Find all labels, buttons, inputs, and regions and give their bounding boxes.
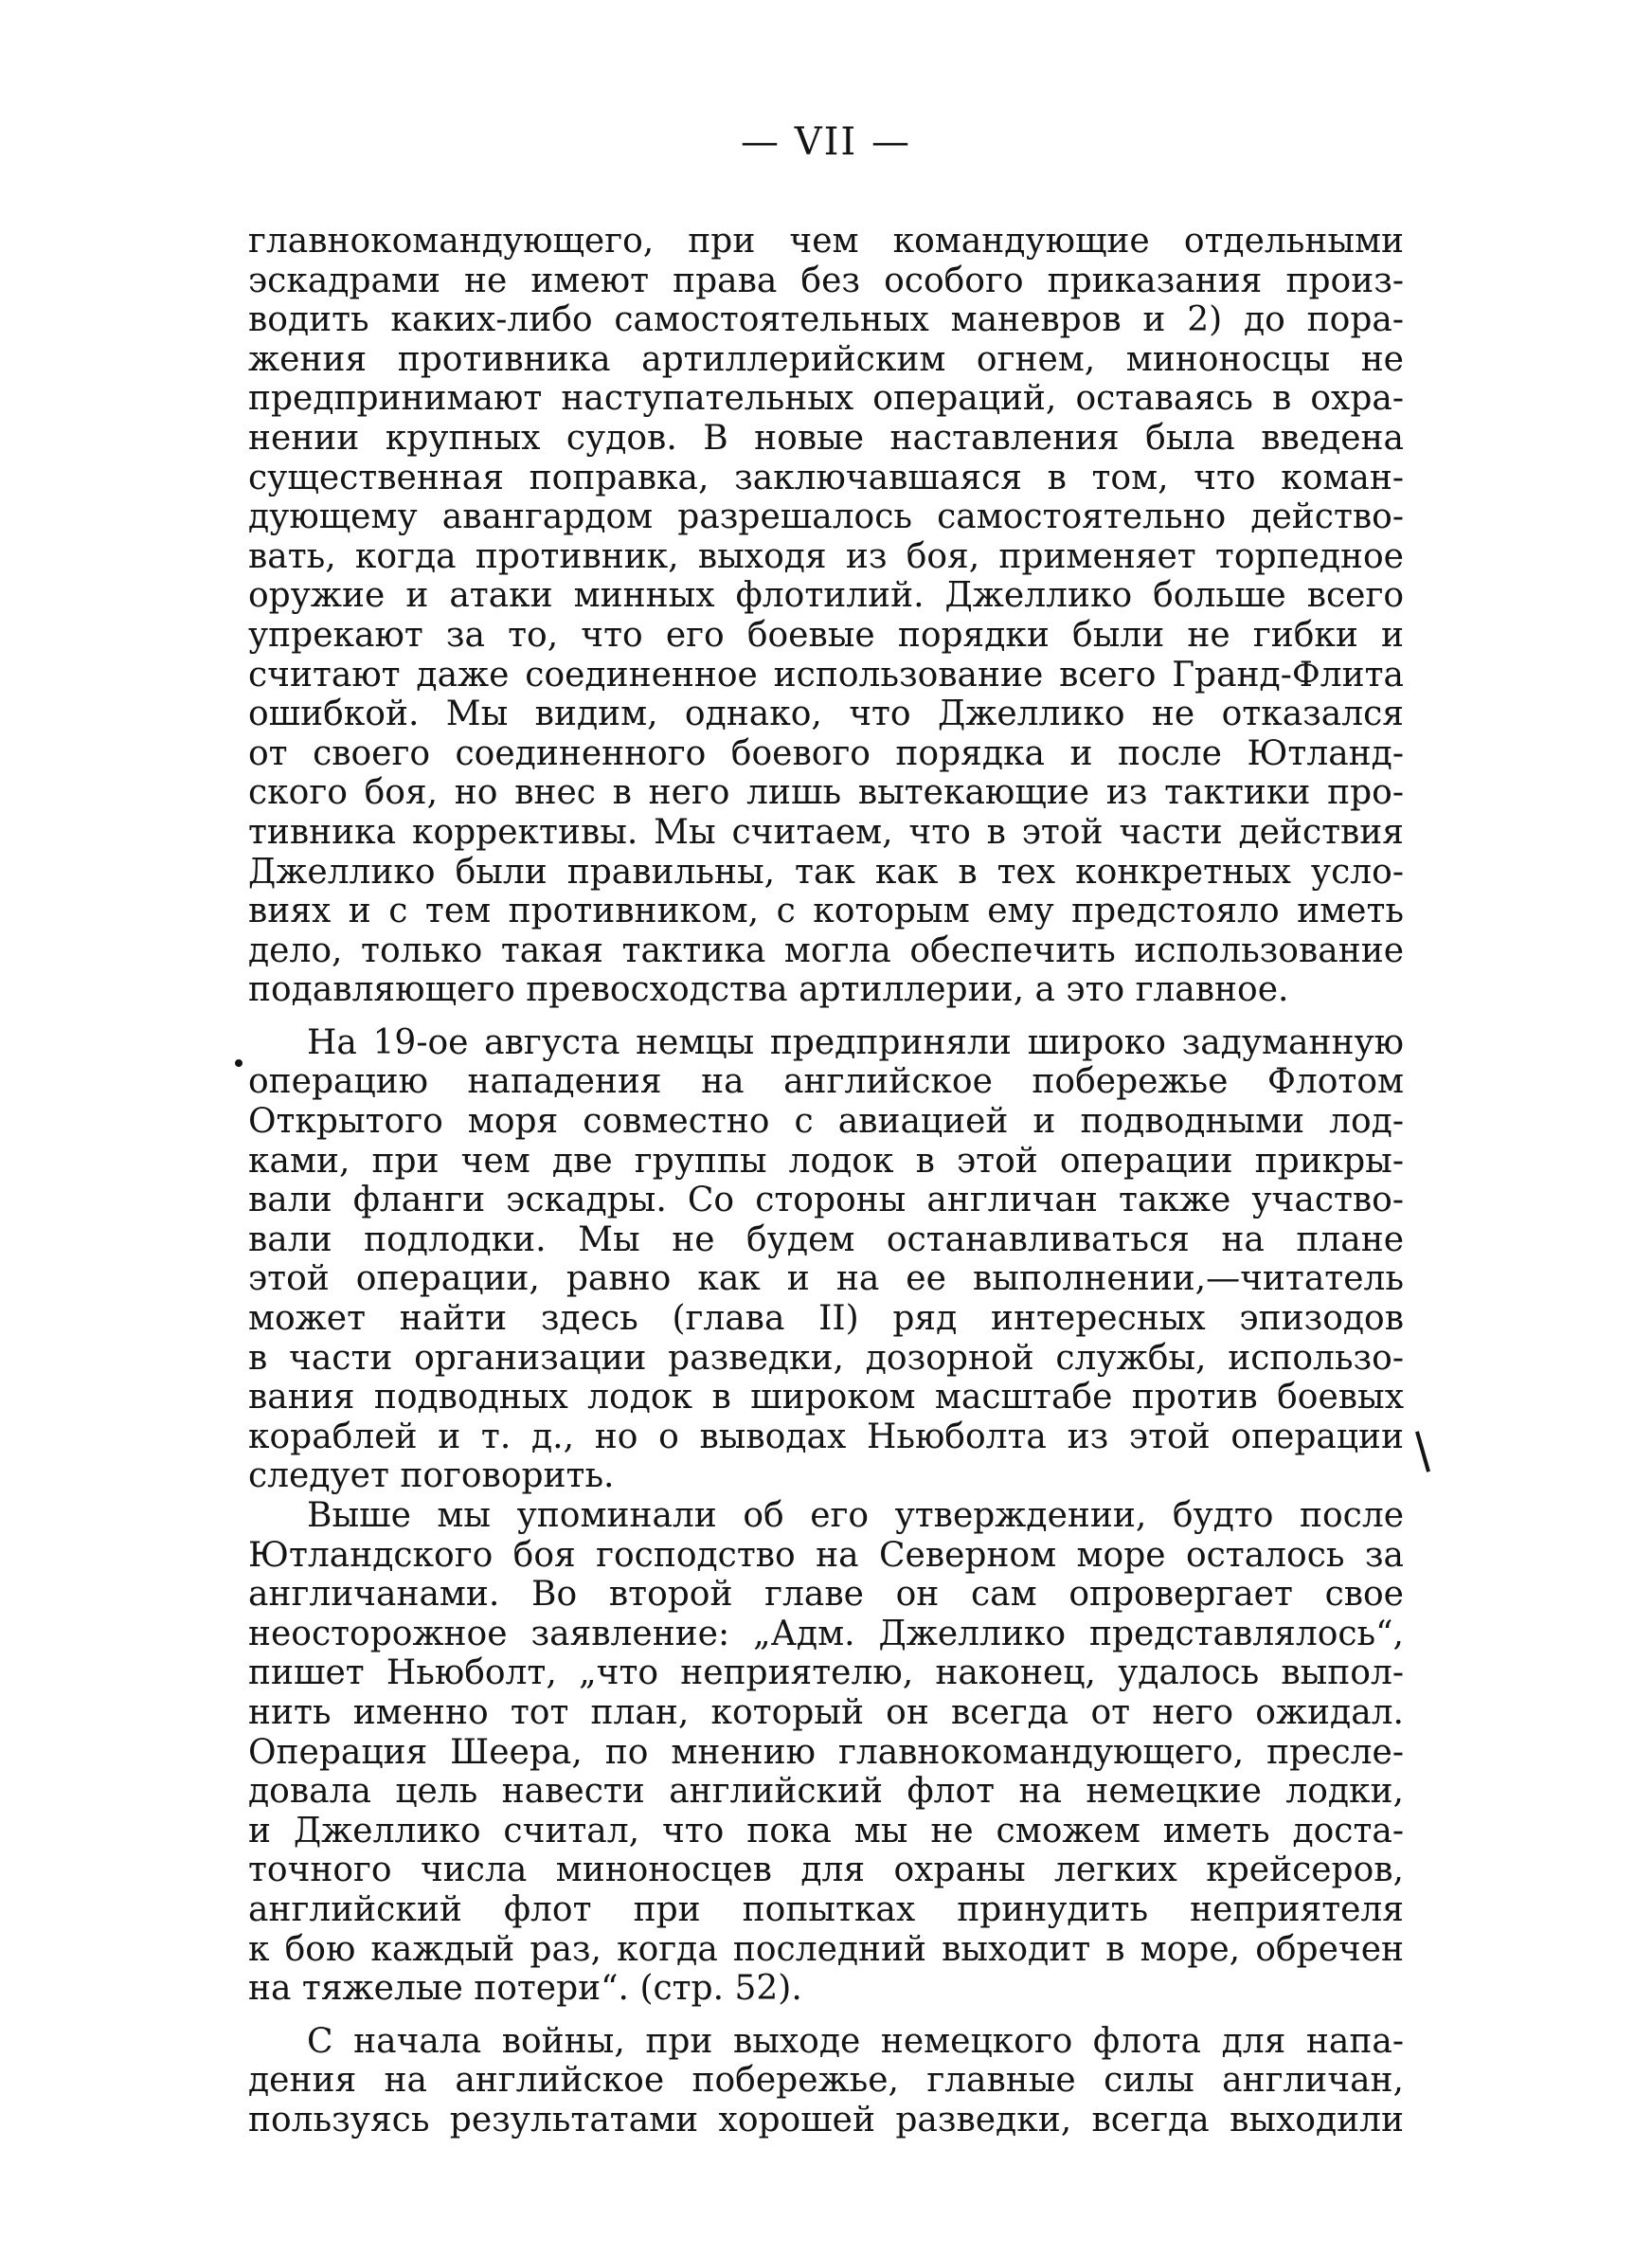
text-line: дующему авангардом разрешалось самостоятельно действо- [248,497,1404,537]
text-line: может найти здесь (глава II) ряд интересных эпизодов [248,1299,1404,1339]
text-line: тивника коррективы. Мы считаем, что в этой части действия [248,812,1404,852]
text-line: пишет Ньюболт, „что неприятелю, наконец, удалось выпол- [248,1653,1404,1693]
text-line: Джеллико были правильны, так как в тех конкретных усло- [248,852,1404,892]
text-line: предпринимают наступательных операций, оставаясь в охра- [248,379,1404,419]
body-text [248,222,1404,2140]
text-line: этой операции, равно как и на ее выполнении,—читатель [248,1259,1404,1299]
page-number: — VII — [741,120,911,164]
text-line: эскадрами не имеют права без особого приказания произ- [248,261,1404,300]
text-line: вали подлодки. Мы не будем останавливаться на плане [248,1219,1404,1259]
text-line: На 19-ое августа немцы предприняли широко задуманную [307,1022,1404,1062]
text-line: вали фланги эскадры. Со стороны англичан также участво- [248,1181,1404,1220]
text-line: вать, когда противник, выходя из боя, применяет торпедное [248,536,1404,576]
text-line: вания подводных лодок в широком масштабе против боевых [248,1378,1404,1417]
text-line: английский флот при попытках принудить неприятеля [248,1889,1404,1929]
text-line: С начала войны, при выходе немецкого флота для напа- [307,2021,1404,2061]
text-line: жения противника артиллерийским огнем, миноносцы не [248,339,1404,379]
text-line: неосторожное заявление: „Адм. Джеллико представлялось“, [248,1614,1404,1653]
paragraph [248,1023,1404,1496]
text-line: подавляющего превосходства артиллерии, а это главное. [248,970,1289,1010]
margin-dot-mark [235,1059,242,1067]
text-line: операцию нападения на английское побережье Флотом [248,1062,1404,1102]
text-line: Открытого моря совместно с авиацией и подводными лод- [248,1102,1404,1142]
text-line: от своего соединенного боевого порядка и после Ютланд- [248,733,1404,773]
paragraph [248,1496,1404,2009]
paragraph-gap [248,2009,1404,2022]
paragraph [248,222,1404,1010]
text-line: ками, при чем две группы лодок в этой операции прикры- [248,1141,1404,1181]
text-line: англичанами. Во второй главе он сам опровергает свое [248,1575,1404,1615]
text-line: ошибкой. Мы видим, однако, что Джеллико не отказался [248,695,1404,734]
text-line: Ютландского боя господство на Северном море осталось за [248,1535,1404,1575]
text-line: дело, только такая тактика могла обеспечить использование [248,930,1404,970]
text-line: точного числа миноносцев для охраны легких крейсеров, [248,1851,1404,1890]
text-line: главнокомандующего, при чем командующие отдельными [248,222,1404,261]
text-line: кораблей и т. д., но о выводах Ньюболта из этой операции [248,1417,1404,1456]
text-line: существенная поправка, заключавшаяся в том, что коман- [248,458,1404,497]
text-line: нить именно тот план, который он всегда от него ожидал. [248,1692,1404,1732]
text-line: оружие и атаки минных флотилий. Джеллико больше всего [248,576,1404,616]
text-line: считают даже соединенное использование всего Гранд-Флита [248,655,1404,695]
text-line: в части организации разведки, дозорной службы, использо- [248,1338,1404,1378]
text-line: виях и с тем противником, с которым ему предстояло иметь [248,892,1404,931]
text-line: Операция Шеера, по мнению главнокомандующего, пресле- [248,1732,1404,1772]
text-line: водить каких-либо самостоятельных маневров и 2) до пора- [248,300,1404,340]
text-line: Выше мы упоминали об его утверждении, будто после [307,1496,1404,1535]
paragraph [248,2022,1404,2140]
text-line: дения на английское побережье, главные силы англичан, [248,2061,1404,2101]
text-line: следует поговорить. [248,1456,615,1496]
paragraph-gap [248,1010,1404,1023]
text-line: к бою каждый раз, когда последний выходит в море, обречен [248,1929,1404,1969]
text-line: довала цель навести английский флот на немецкие лодки, [248,1772,1404,1812]
text-line: на тяжелые потери“. (стр. 52). [248,1969,802,2009]
text-line: ского боя, но внес в него лишь вытекающие из тактики про- [248,773,1404,813]
text-line: и Джеллико считал, что пока мы не сможем иметь доста- [248,1811,1404,1851]
text-line: пользуясь результатами хорошей разведки, всегда выходили [248,2100,1404,2140]
margin-tick-mark [1415,1431,1430,1472]
text-line: нении крупных судов. В новые наставления была введена [248,418,1404,458]
text-line: упрекают за то, что его боевые порядки были не гибки и [248,615,1404,655]
